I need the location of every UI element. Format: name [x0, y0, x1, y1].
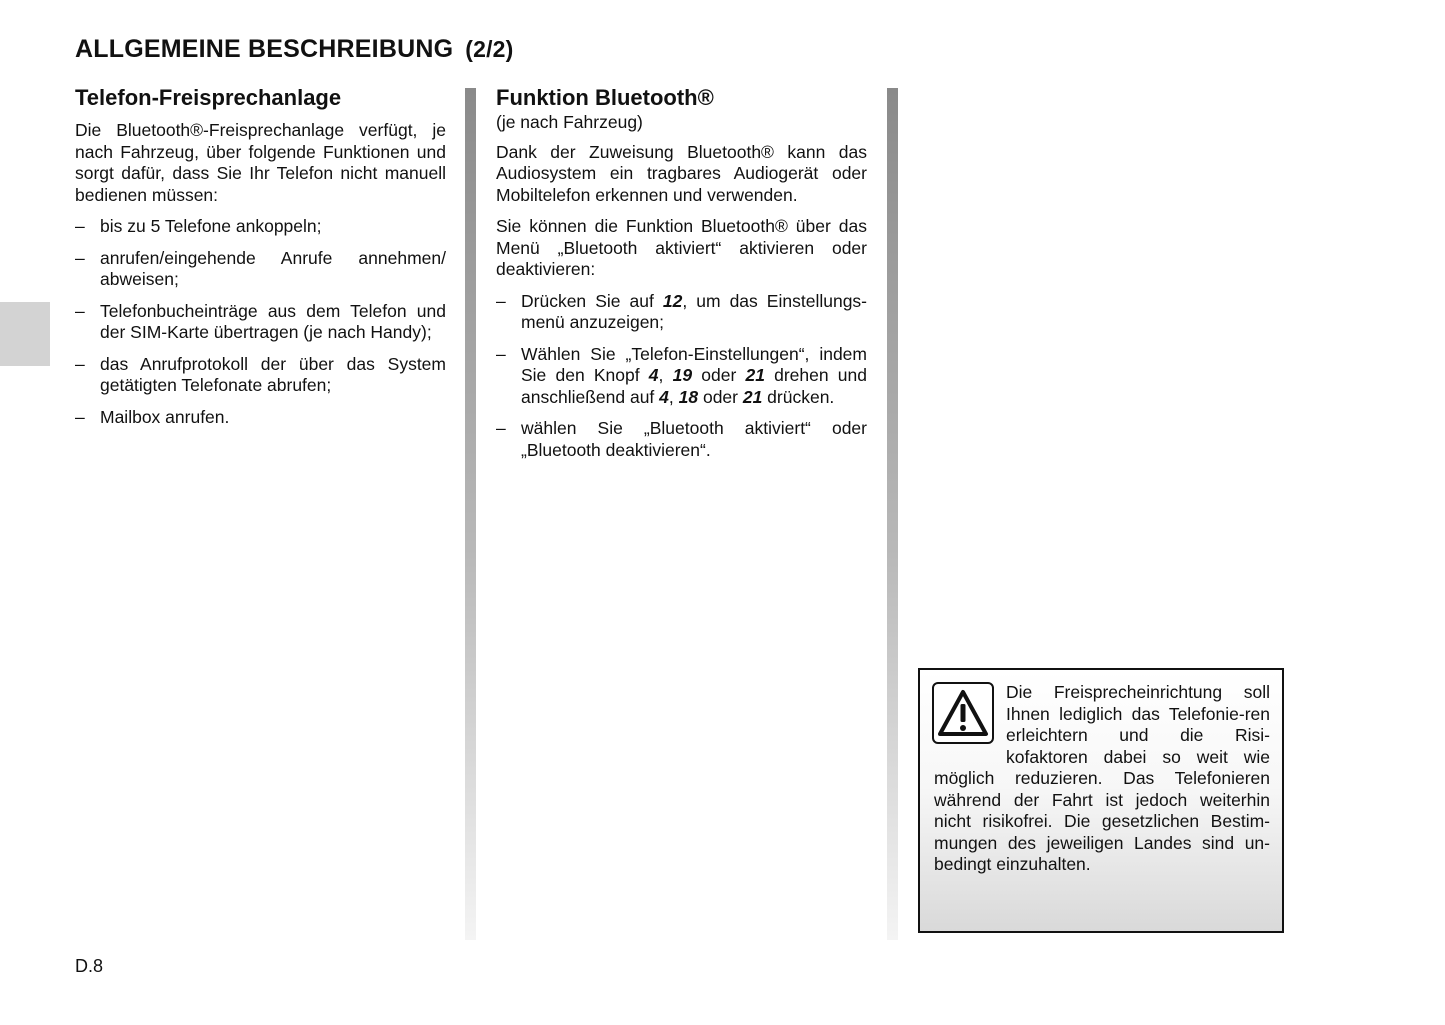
list-item: – bis zu 5 Telefone ankoppeln;	[75, 216, 446, 238]
warning-box	[918, 668, 1284, 933]
button-number: 21	[745, 365, 765, 385]
button-number: 4	[648, 365, 659, 385]
step-text: drehen und anschließend auf	[521, 365, 868, 407]
button-number: 19	[672, 365, 693, 385]
list-item: – Telefonbucheinträge aus dem Telefon und der SIM-Karte übertragen (je nach Handy);	[75, 301, 446, 344]
list-item: – Mailbox anrufen.	[75, 407, 446, 429]
chapter-tab	[0, 302, 50, 366]
step-text: Drücken Sie auf	[521, 290, 663, 311]
step-text: ,	[668, 386, 679, 407]
list-item	[496, 344, 867, 409]
column-divider-right	[887, 88, 898, 940]
left-column	[75, 84, 446, 438]
list-item: – anrufen/eingehende Anrufe annehmen/ abweisen;	[75, 248, 446, 291]
section-heading-telephone: Telefon-Freisprechanlage	[75, 85, 342, 110]
page-title-text: ALLGEMEINE BESCHREIBUNG	[75, 35, 454, 63]
step-text: drücken.	[762, 386, 835, 407]
warning-triangle-icon	[932, 682, 994, 744]
column-divider-left	[465, 88, 476, 940]
step-text: oder	[698, 386, 743, 407]
step-list	[496, 291, 867, 462]
right-paragraph-2: Sie können die Funktion Bluetooth® über das Menü „Bluetooth aktiviert“ aktivieren oder deaktivieren:	[496, 216, 867, 279]
list-item: – das Anrufprotokoll der über das System getätigten Telefonate abrufen;	[75, 354, 446, 397]
section-heading-bluetooth: Funktion Bluetooth®	[496, 85, 714, 110]
page-title	[75, 35, 514, 64]
list-item: – wählen Sie „Bluetooth aktiviert“ oder „Bluetooth deaktivieren“.	[496, 418, 867, 461]
right-paragraph-1: Dank der Zuweisung Bluetooth® kann das Audiosystem ein tragbares Audiogerät oder Mobiltelefon erkennen und verwenden.	[496, 141, 867, 205]
step-text: ,	[658, 365, 673, 385]
button-number: 12	[662, 290, 683, 311]
button-number: 21	[742, 386, 763, 407]
warning-text: Die Freisprecheinrichtung soll Ihnen lediglich das Telefonie-ren erleichtern und die Risi-kofaktoren dabei so weit wie möglich reduzieren. Das Telefonieren während der Fahrt ist jedoch weiterhin nicht risikofrei. Die gesetzlichen Bestim-mungen des jeweiligen Landes sind un-bedingt einzuhalten.	[934, 682, 1270, 874]
step-text: oder	[692, 365, 746, 385]
page-number: D.8	[75, 956, 104, 976]
list-item	[496, 291, 867, 334]
step-text: Wählen Sie „Telefon-Einstellungen“, indem Sie den Knopf	[521, 343, 867, 385]
button-number: 18	[678, 386, 699, 407]
step-text: , um das Einstellungs-menü anzuzeigen;	[521, 290, 867, 332]
button-number: 4	[659, 386, 669, 407]
feature-list	[75, 216, 446, 428]
page-title-part: (2/2)	[465, 36, 514, 62]
right-column	[496, 84, 867, 471]
section-subheading: (je nach Fahrzeug)	[496, 112, 643, 132]
left-intro-paragraph: Die Bluetooth®-Freisprechanlage verfügt, je nach Fahrzeug, über folgende Funktionen und sorgt dafür, dass Sie Ihr Telefon nicht manuell bedienen müssen:	[75, 120, 446, 205]
